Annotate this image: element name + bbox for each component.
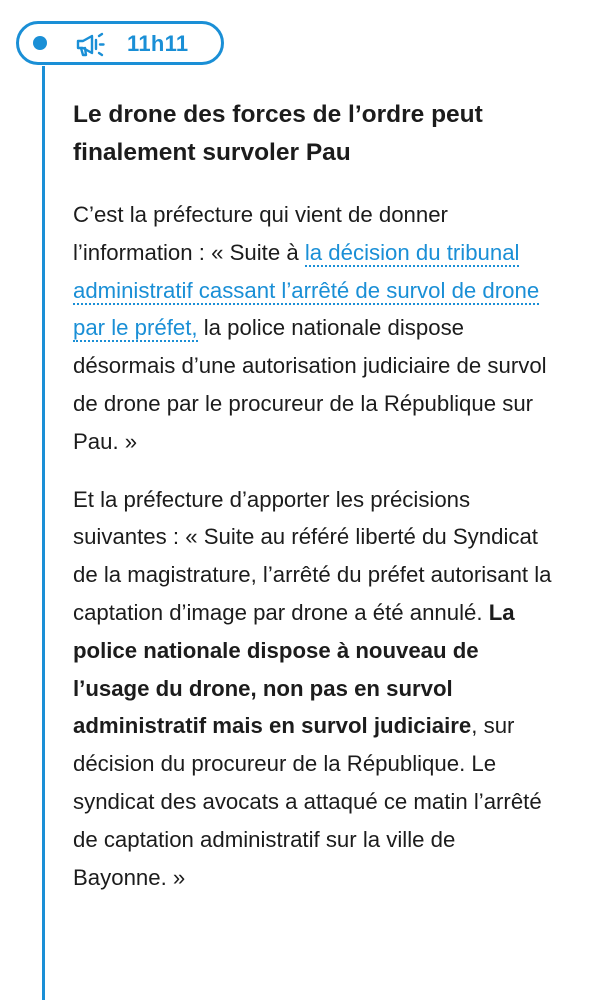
timeline-line <box>42 66 45 1000</box>
megaphone-icon <box>75 30 105 58</box>
paragraph-1-text-end: la police nationale dispose désormais d’une autorisation judiciaire de survol de drone par le procureur de la République sur Pau. » <box>73 315 547 454</box>
timeline-dot <box>33 36 47 50</box>
live-post <box>73 96 553 896</box>
paragraph-2-text-end: , sur décision du procureur de la République. Le syndicat des avocats a attaqué ce matin l’arrêté de captation administratif sur la ville de Bayonne. » <box>73 713 542 890</box>
paragraph-2-bold-text: La police nationale dispose à nouveau de l’usage du drone, non pas en survol administratif mais en survol judiciaire <box>73 599 515 739</box>
paragraph-2-text-start: Et la préfecture d’apporter les précisions suivantes : « Suite au référé liberté du Syndicat de la magistrature, l’arrêté du préfet autorisant la captation d’image par drone a été annulé. <box>73 486 552 625</box>
post-title: Le drone des forces de l’ordre peut finalement survoler Pau <box>73 101 483 166</box>
post-time: 11h11 <box>127 31 189 56</box>
paragraph-1-text-start: C’est la préfecture qui vient de donner l’information : « Suite à <box>73 202 448 265</box>
timestamp-pill <box>16 21 224 65</box>
tribunal-decision-link[interactable]: la décision du tribunal administratif cassant l’arrêté de survol de drone par le préfet, <box>73 239 540 341</box>
post-paragraph-2 <box>73 481 553 897</box>
post-paragraph-1 <box>73 196 553 461</box>
